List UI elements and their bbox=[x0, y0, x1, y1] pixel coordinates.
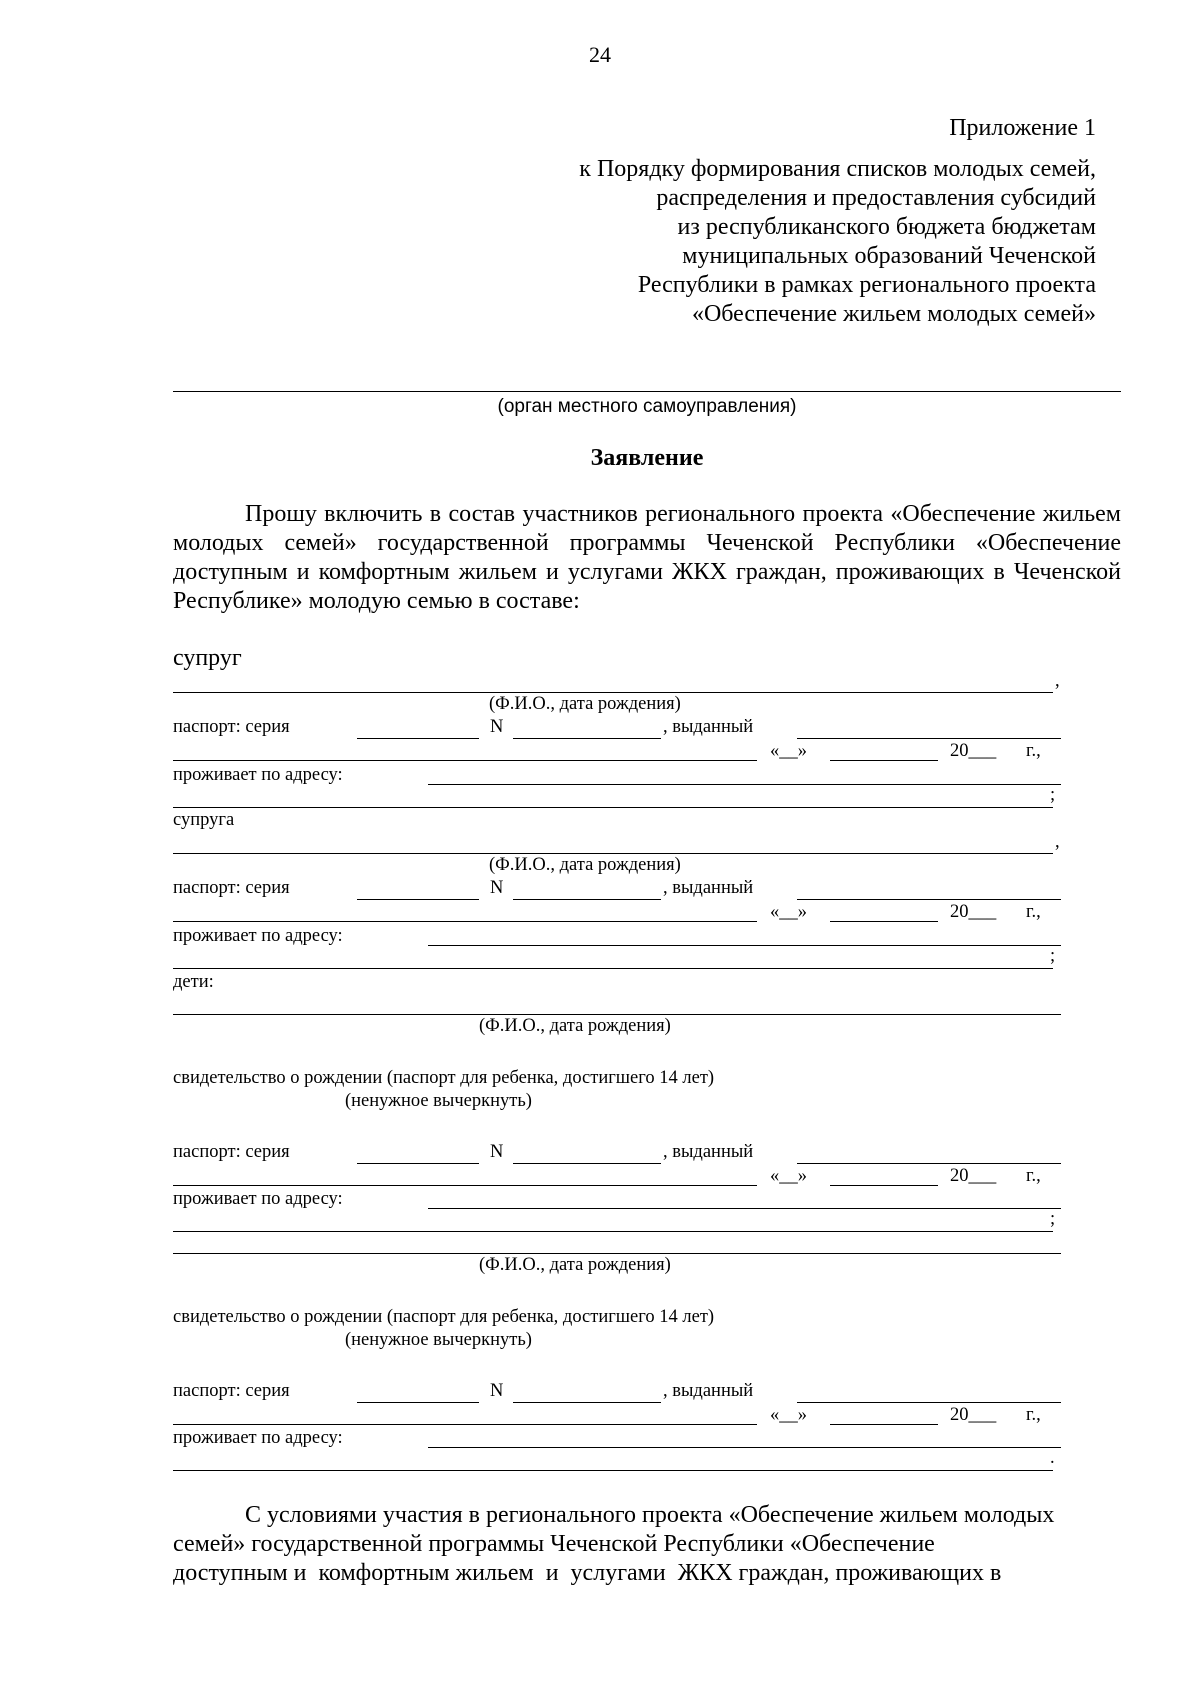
husband-label: супруг bbox=[173, 645, 242, 671]
date-day: «__» bbox=[770, 1166, 807, 1186]
reference-line: «Обеспечение жильем молодых семей» bbox=[691, 301, 1096, 327]
issued-by-field-cont bbox=[173, 760, 757, 761]
semicolon-mark: ; bbox=[1050, 785, 1056, 805]
semicolon-mark: ; bbox=[1050, 1209, 1056, 1229]
issued-by-field bbox=[797, 738, 1061, 739]
address-label: проживает по адресу: bbox=[173, 1428, 343, 1448]
reference-line: Республики в рамках регионального проекта bbox=[637, 272, 1096, 298]
address-field bbox=[428, 1447, 1061, 1448]
document-title: Заявление bbox=[590, 445, 704, 471]
children-label: дети: bbox=[173, 972, 214, 992]
appendix-label: Приложение 1 bbox=[949, 115, 1096, 141]
reference-line: к Порядку формирования списков молодых семей, bbox=[579, 156, 1096, 182]
issued-by-field-cont bbox=[173, 1424, 757, 1425]
address-label: проживает по адресу: bbox=[173, 1189, 343, 1209]
intro-paragraph bbox=[173, 500, 1121, 616]
address-field bbox=[428, 1208, 1061, 1209]
birth-cert-label: свидетельство о рождении (паспорт для ребенка, достигшего 14 лет) bbox=[173, 1068, 715, 1088]
passport-series-label: паспорт: серия bbox=[173, 1381, 290, 1401]
conditions-line-1: С условиями участия в регионального проекта «Обеспечение жильем молодых bbox=[245, 1502, 1055, 1528]
issued-label: , выданный bbox=[663, 878, 754, 898]
fio-caption: (Ф.И.О., дата рождения) bbox=[489, 855, 681, 875]
address-field-cont bbox=[173, 807, 1053, 808]
husband-fio-line bbox=[173, 692, 1053, 693]
birth-cert-label: свидетельство о рождении (паспорт для ребенка, достигшего 14 лет) bbox=[173, 1307, 715, 1327]
date-year: 20___ bbox=[950, 902, 997, 922]
strike-note: (ненужное вычеркнуть) bbox=[345, 1330, 532, 1350]
passport-series-field bbox=[357, 738, 479, 739]
fio-caption: (Ф.И.О., дата рождения) bbox=[489, 694, 681, 714]
passport-series-label: паспорт: серия bbox=[173, 717, 290, 737]
address-label: проживает по адресу: bbox=[173, 926, 343, 946]
address-label: проживает по адресу: bbox=[173, 765, 343, 785]
reference-line: муниципальных образований Чеченской bbox=[682, 243, 1096, 269]
number-sign: N bbox=[490, 717, 504, 737]
number-sign: N bbox=[490, 1381, 504, 1401]
issued-label: , выданный bbox=[663, 1381, 754, 1401]
intro-text: Прошу включить в состав участников регионального проекта «Обеспечение жильем молодых семей» государственной программы Чеченской Республики «Обеспечение доступным и комфортным жильем и услугами ЖКХ граждан, проживающих в Чеченской Республике» молодую семью в составе: bbox=[173, 501, 1121, 614]
passport-series-label: паспорт: серия bbox=[173, 1142, 290, 1162]
date-year: 20___ bbox=[950, 1405, 997, 1425]
year-suffix: г., bbox=[1026, 902, 1041, 922]
strike-note: (ненужное вычеркнуть) bbox=[345, 1091, 532, 1111]
conditions-line-3: доступным и комфортным жильем и услугами ЖКХ граждан, проживающих в bbox=[173, 1560, 1002, 1586]
appendix-reference bbox=[536, 155, 1096, 329]
issued-by-field bbox=[797, 1402, 1061, 1403]
comma-mark: , bbox=[1055, 832, 1060, 852]
year-suffix: г., bbox=[1026, 1166, 1041, 1186]
passport-number-field bbox=[513, 1163, 661, 1164]
period-mark: . bbox=[1050, 1448, 1055, 1468]
number-sign: N bbox=[490, 878, 504, 898]
reference-line: распределения и предоставления субсидий bbox=[656, 185, 1096, 211]
date-year: 20___ bbox=[950, 1166, 997, 1186]
issued-label: , выданный bbox=[663, 1142, 754, 1162]
comma-mark: , bbox=[1055, 671, 1060, 691]
conditions-line-2: семей» государственной программы Чеченской Республики «Обеспечение bbox=[173, 1531, 935, 1557]
passport-series-field bbox=[357, 1402, 479, 1403]
year-suffix: г., bbox=[1026, 1405, 1041, 1425]
date-day: «__» bbox=[770, 741, 807, 761]
passport-series-label: паспорт: серия bbox=[173, 878, 290, 898]
issued-by-field bbox=[797, 1163, 1061, 1164]
address-field-cont bbox=[173, 968, 1053, 969]
address-field-cont bbox=[173, 1470, 1053, 1471]
child1-fio-line bbox=[173, 1014, 1061, 1015]
organ-field-line bbox=[173, 391, 1121, 392]
date-day: «__» bbox=[770, 902, 807, 922]
semicolon-mark: ; bbox=[1050, 946, 1056, 966]
page-number: 24 bbox=[589, 42, 611, 67]
child2-fio-line bbox=[173, 1253, 1061, 1254]
fio-caption: (Ф.И.О., дата рождения) bbox=[479, 1255, 671, 1275]
date-day: «__» bbox=[770, 1405, 807, 1425]
date-month-field bbox=[830, 760, 938, 761]
organ-caption: (орган местного самоуправления) bbox=[497, 396, 797, 417]
issued-by-field-cont bbox=[173, 1185, 757, 1186]
date-month-field bbox=[830, 921, 938, 922]
passport-series-field bbox=[357, 1163, 479, 1164]
address-field bbox=[428, 784, 1061, 785]
passport-number-field bbox=[513, 899, 661, 900]
wife-label: супруга bbox=[173, 810, 235, 830]
address-field-cont bbox=[173, 1231, 1053, 1232]
number-sign: N bbox=[490, 1142, 504, 1162]
year-suffix: г., bbox=[1026, 741, 1041, 761]
passport-number-field bbox=[513, 1402, 661, 1403]
passport-series-field bbox=[357, 899, 479, 900]
date-year: 20___ bbox=[950, 741, 997, 761]
issued-label: , выданный bbox=[663, 717, 754, 737]
issued-by-field-cont bbox=[173, 921, 757, 922]
reference-line: из республиканского бюджета бюджетам bbox=[677, 214, 1096, 240]
passport-number-field bbox=[513, 738, 661, 739]
address-field bbox=[428, 945, 1061, 946]
wife-fio-line bbox=[173, 853, 1053, 854]
issued-by-field bbox=[797, 899, 1061, 900]
date-month-field bbox=[830, 1185, 938, 1186]
date-month-field bbox=[830, 1424, 938, 1425]
fio-caption: (Ф.И.О., дата рождения) bbox=[479, 1016, 671, 1036]
